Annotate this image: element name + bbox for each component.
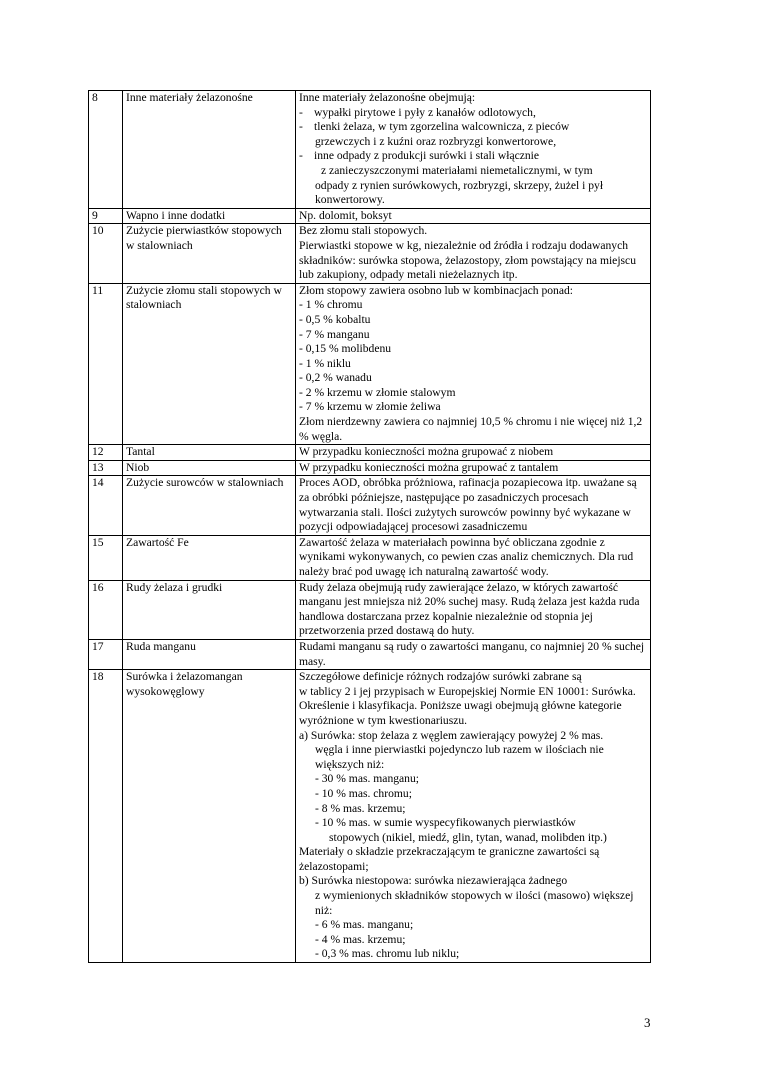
row-number: 18	[89, 670, 123, 963]
table-row	[89, 460, 651, 476]
list-item-continuation: odpady z rynien surówkowych, rozbryzgi, skrzepy, żużel i pył	[315, 178, 604, 192]
item-name: Surówka i żelazomangan wysokowęglowy	[123, 670, 296, 963]
description-intro: Złom stopowy zawiera osobno lub w kombinacjach ponad:	[299, 283, 574, 297]
item-name: Tantal	[123, 445, 296, 461]
table-row	[89, 445, 651, 461]
list-item: - 30 % mas. manganu;	[315, 772, 419, 786]
row-number: 16	[89, 580, 123, 639]
list-item: - 4 % mas. krzemu;	[315, 932, 406, 946]
item-name: Rudy żelaza i grudki	[123, 580, 296, 639]
description-outro: Złom nierdzewny zawiera co najmniej 10,5 % chromu i nie więcej niż 1,2 % węgla.	[299, 415, 643, 443]
definition-a-heading: a) Surówka: stop żelaza z węglem zawierający powyżej 2 % mas.	[299, 728, 604, 742]
table-row	[89, 476, 651, 535]
list-item: - 10 % mas. chromu;	[315, 786, 412, 800]
list-item: - 0,2 % wanadu	[299, 371, 372, 385]
table-row	[89, 670, 651, 963]
description-paragraph: Materiały o składzie przekraczającym te graniczne zawartości są żelazostopami;	[299, 845, 600, 873]
row-number: 10	[89, 224, 123, 283]
description-line: Szczegółowe definicje różnych rodzajów surówki zabrane są	[299, 670, 582, 684]
item-description: Zawartość żelaza w materiałach powinna być obliczana zgodnie z wynikami wykonywanych, co pewien czas analiz chemicznych. Dla rud należy brać pod uwagę ich naturalną zawartość wody.	[296, 535, 651, 580]
description-paragraph: Pierwiastki stopowe w kg, niezależnie od źródła i rodzaju dodawanych składników: surówka stopowa, żelazostopy, złom powstający na miejscu lub zakupiony, odpady metali nieżelaznych itp.	[299, 238, 636, 282]
table-row	[89, 535, 651, 580]
row-number: 14	[89, 476, 123, 535]
item-name: Inne materiały żelazonośne	[123, 91, 296, 209]
item-name: Zużycie surowców w stalowniach	[123, 476, 296, 535]
table-row	[89, 224, 651, 283]
item-name: Niob	[123, 460, 296, 476]
item-description: Np. dolomit, boksyt	[296, 208, 651, 224]
row-number: 12	[89, 445, 123, 461]
item-name: Zużycie złomu stali stopowych w stalowniach	[123, 283, 296, 445]
item-description: W przypadku konieczności można grupować z tantalem	[296, 460, 651, 476]
item-description	[296, 283, 651, 445]
item-name: Zawartość Fe	[123, 535, 296, 580]
list-item: - inne odpady z produkcji surówki i stali włącznie	[299, 149, 540, 163]
row-number: 13	[89, 460, 123, 476]
page-number: 3	[644, 1015, 651, 1030]
item-description: Proces AOD, obróbka próżniowa, rafinacja pozapiecowa itp. uważane są za obróbki późniejsze, następujące po zasadniczych procesach wytwarzania stali. Ilości zużytych surowców powinny być wykazane w pozycji odpowiadającej procesowi zasadniczemu	[296, 476, 651, 535]
table-row	[89, 283, 651, 445]
list-item: - 0,5 % kobaltu	[299, 312, 371, 326]
table-row	[89, 208, 651, 224]
list-item: - 1 % chromu	[299, 298, 363, 312]
list-item: - 7 % manganu	[299, 327, 370, 341]
row-number: 11	[89, 283, 123, 445]
item-description	[296, 670, 651, 963]
item-description: W przypadku konieczności można grupować z niobem	[296, 445, 651, 461]
list-item: - 0,3 % mas. chromu lub niklu;	[315, 947, 460, 961]
list-item-continuation: grzewczych i z kuźni oraz rozbryzgi konwertorowe,	[315, 134, 557, 148]
list-item: - 6 % mas. manganu;	[315, 918, 414, 932]
row-number: 17	[89, 639, 123, 669]
item-description	[296, 91, 651, 209]
description-line: Bez złomu stali stopowych.	[299, 224, 428, 238]
list-item-continuation: stopowych (nikiel, miedź, glin, tytan, wanad, molibden itp.)	[329, 830, 607, 844]
description-paragraph: w tablicy 2 i jej przypisach w Europejskiej Normie EN 10001: Surówka. Określenie i klasyfikacja. Poniższe uwagi obejmują główne kategorie wyróżnione w tym kwestionariuszu.	[299, 684, 636, 727]
item-description: Rudami manganu są rudy o zawartości manganu, co najmniej 20 % suchej masy.	[296, 639, 651, 669]
row-number: 9	[89, 208, 123, 224]
definition-b-text: z wymienionych składników stopowych w ilości (masowo) większej niż:	[315, 889, 634, 917]
list-item: - wypałki pirytowe i pyły z kanałów odlotowych,	[299, 105, 536, 119]
table-row	[89, 639, 651, 669]
item-name: Ruda manganu	[123, 639, 296, 669]
table-row	[89, 91, 651, 209]
list-item: - tlenki żelaza, w tym zgorzelina walcownicza, z pieców	[299, 120, 570, 134]
item-description	[296, 224, 651, 283]
definition-b-heading: b) Surówka niestopowa: surówka niezawierająca żadnego	[299, 874, 568, 888]
list-item: - 10 % mas. w sumie wyspecyfikowanych pierwiastków	[315, 816, 576, 830]
list-item: - 2 % krzemu w złomie stalowym	[299, 385, 456, 399]
row-number: 15	[89, 535, 123, 580]
list-item: - 7 % krzemu w złomie żeliwa	[299, 400, 441, 414]
row-number: 8	[89, 91, 123, 209]
list-item-continuation: z zanieczyszczonymi materiałami niemetalicznymi, w tym	[321, 163, 593, 177]
definition-a-text: węgla i inne pierwiastki pojedynczo lub razem w ilościach nie większych niż:	[315, 743, 604, 771]
list-item: - 0,15 % molibdenu	[299, 342, 392, 356]
table-row	[89, 580, 651, 639]
item-name: Wapno i inne dodatki	[123, 208, 296, 224]
item-description: Rudy żelaza obejmują rudy zawierające żelazo, w których zawartość manganu jest mniejsza niż 20% suchej masy. Rudą żelaza jest każda ruda handlowa dostarczana przez kopalnie niezależnie od stopnia jej przetworzenia przed dostawą do huty.	[296, 580, 651, 639]
description-intro: Inne materiały żelazonośne obejmują:	[299, 91, 476, 104]
list-item-continuation: konwertorowy.	[315, 193, 385, 207]
definitions-table	[88, 90, 651, 963]
list-item: - 1 % niklu	[299, 356, 351, 370]
list-item: - 8 % mas. krzemu;	[315, 801, 406, 815]
item-name: Zużycie pierwiastków stopowych w stalowniach	[123, 224, 296, 283]
